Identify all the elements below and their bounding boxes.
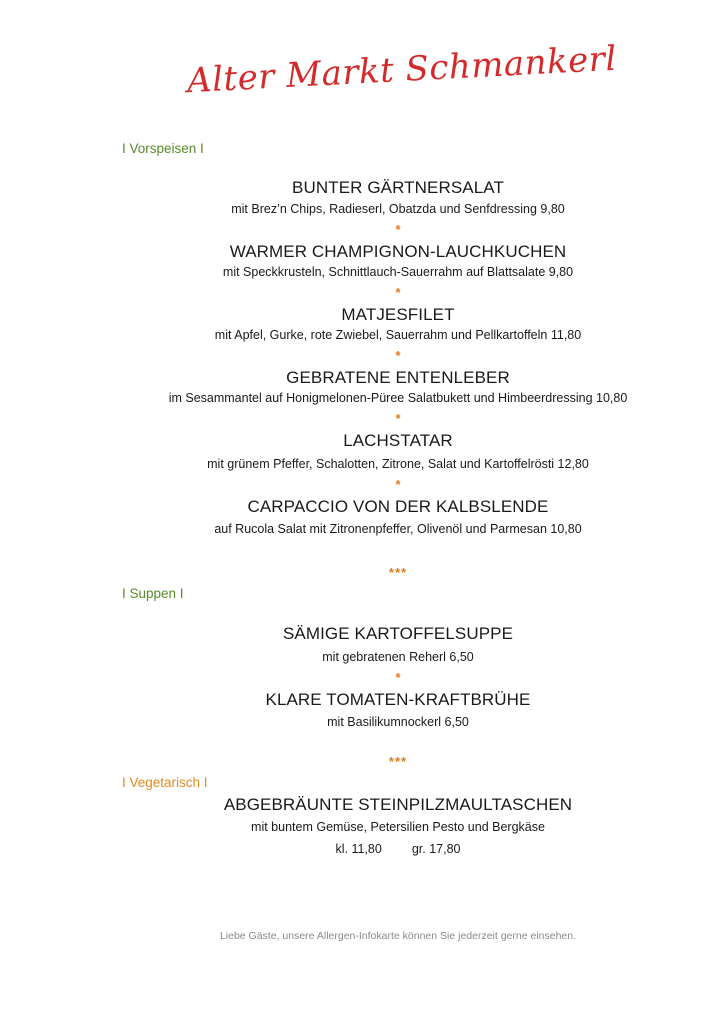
dish-name: SÄMIGE KARTOFFELSUPPE: [282, 624, 514, 643]
price-row: [0, 842, 724, 856]
dish-description: auf Rucola Salat mit Zitronenpfeffer, Olivenöl und Parmesan 10,80: [214, 522, 582, 536]
section-label-vorspeisen: I Vorspeisen I: [122, 141, 204, 156]
dish-name: LACHSTATAR: [343, 431, 453, 450]
allergen-footer-note: Liebe Gäste, unsere Allergen-Infokarte können Sie jederzeit gerne einsehen.: [219, 930, 577, 942]
dish-name: BUNTER GÄRTNERSALAT: [292, 178, 504, 197]
section-label-suppen: I Suppen I: [122, 586, 184, 601]
dish-separator: *: [395, 670, 401, 685]
price-small: kl. 11,80: [335, 842, 382, 856]
dish-description: mit buntem Gemüse, Petersilien Pesto und Bergkäse: [251, 820, 545, 834]
section-separator: ***: [388, 565, 408, 580]
dish-name: GEBRATENE ENTENLEBER: [286, 368, 510, 387]
section-label-vegetarisch: I Vegetarisch I: [122, 775, 208, 790]
dish-name: WARMER CHAMPIGNON-LAUCHKUCHEN: [229, 242, 567, 261]
dish-description: im Sesammantel auf Honigmelonen-Püree Salatbukett und Himbeerdressing 10,80: [168, 391, 628, 405]
dish-description: mit Apfel, Gurke, rote Zwiebel, Sauerrahm und Pellkartoffeln 11,80: [214, 328, 582, 342]
dish-description: mit grünem Pfeffer, Schalotten, Zitrone, Salat und Kartoffelrösti 12,80: [207, 457, 589, 471]
price-large: gr. 17,80: [411, 842, 461, 856]
dish-description: mit Speckkrusteln, Schnittlauch-Sauerrahm auf Blattsalate 9,80: [222, 265, 574, 279]
restaurant-title: Alter Markt Schmankerl: [186, 38, 618, 102]
dish-separator: *: [395, 348, 401, 363]
dish-name: CARPACCIO VON DER KALBSLENDE: [247, 497, 549, 516]
dish-separator: *: [395, 222, 401, 237]
dish-description: mit Basilikumnockerl 6,50: [327, 715, 469, 729]
dish-name: ABGEBRÄUNTE STEINPILZMAULTASCHEN: [223, 795, 573, 814]
dish-separator: *: [395, 411, 401, 426]
dish-name: MATJESFILET: [341, 305, 455, 324]
dish-separator: *: [395, 477, 401, 492]
dish-separator: *: [395, 285, 401, 300]
dish-description: mit Brez’n Chips, Radieserl, Obatzda und Senfdressing 9,80: [231, 202, 565, 216]
dish-name: KLARE TOMATEN-KRAFTBRÜHE: [265, 690, 531, 709]
section-separator: ***: [388, 754, 408, 769]
dish-description: mit gebratenen Reherl 6,50: [322, 650, 474, 664]
